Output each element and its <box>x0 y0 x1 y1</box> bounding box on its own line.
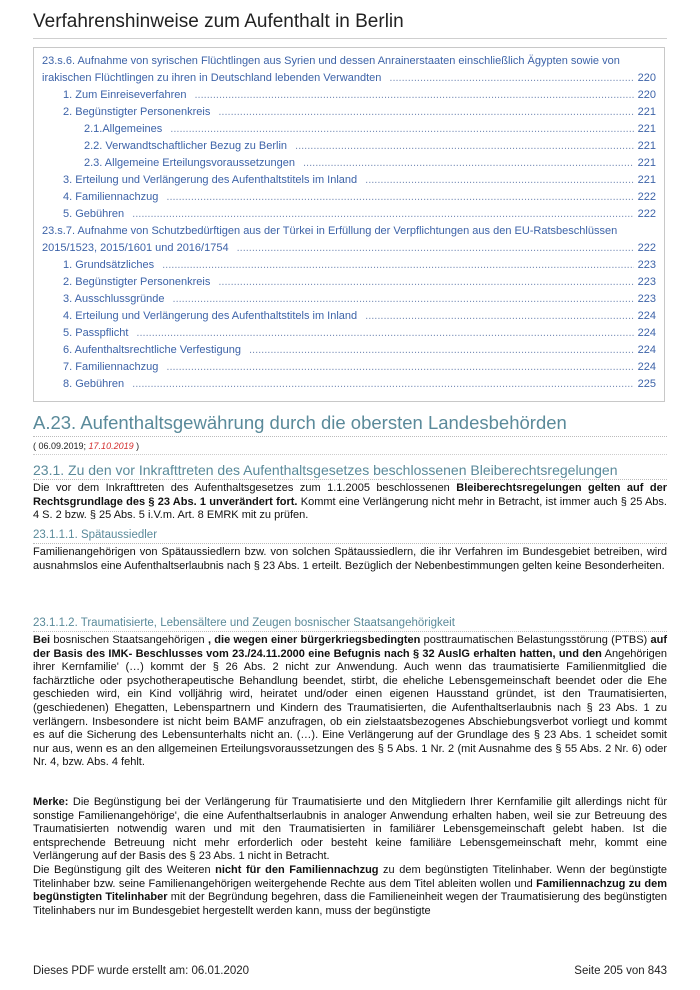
toc-item[interactable]: 5. Passpflicht ..... 224 <box>63 326 656 340</box>
toc-entry-23s7-line1[interactable]: 23.s.7. Aufnahme von Schutzbedürftigen aus der Türkei in Erfüllung der Verpflichtungen aus den EU-Ratsbeschlüssen <box>42 225 618 237</box>
subsection-divider <box>33 631 667 632</box>
section-divider <box>33 436 667 437</box>
toc-item[interactable]: 4. Erteilung und Verlängerung des Aufenthaltstitels im Inland ..... 224 <box>63 309 656 323</box>
subsection-heading-23-1-1-2: 23.1.1.2. Traumatisierte, Lebensältere und Zeugen bosnischer Staatsangehörigkeit <box>33 617 455 629</box>
toc-item[interactable]: 2. Begünstigter Personenkreis ..... 223 <box>63 275 656 289</box>
toc-page-number: 220 <box>637 72 656 84</box>
revision-date-amended: 17.10.2019 <box>88 441 134 451</box>
subsection-divider <box>33 543 667 544</box>
subsection-heading-23-1: 23.1. Zu den vor Inkrafttreten des Aufenthaltsgesetzes beschlossenen Bleiberechtsregelungen <box>33 462 618 478</box>
paragraph-spaetaussiedler: Familienangehörigen von Spätaussiedlern bzw. von solchen Spätaussiedlern, die ihr Verfahren im Bundesgebiet betreiben, wird ausnahmslos eine Aufenthaltserlaubnis nach § 23 Abs. 1 erteilt. Bezüglich der Nebenbestimmungen gelten keine Besonderheiten. <box>33 546 667 572</box>
toc-page-number: 222 <box>637 242 656 254</box>
toc-item[interactable]: 1. Zum Einreiseverfahren ..... 220 <box>63 88 656 102</box>
toc-item[interactable]: 2. Begünstigter Personenkreis ..... 221 <box>63 105 656 119</box>
toc-item[interactable]: 5. Gebühren ..... 222 <box>63 207 656 221</box>
title-divider <box>33 38 667 39</box>
toc-item[interactable]: 4. Familiennachzug ..... 222 <box>63 190 656 204</box>
section-heading: A.23. Aufenthaltsgewährung durch die obersten Landesbehörden <box>33 412 567 433</box>
toc-entry-23s6[interactable] <box>42 71 656 85</box>
toc-item[interactable]: 7. Familiennachzug ..... 224 <box>63 360 656 374</box>
page-title: Verfahrenshinweise zum Aufenthalt in Berlin <box>33 11 404 32</box>
dates-divider <box>33 454 667 455</box>
paragraph-merke: Merke: Die Begünstigung bei der Verlängerung für Traumatisierte und den Mitgliedern Ihrer Kernfamilie gilt allerdings nicht für sonstige Familienangehörige', die eine Aufenthaltserlaubnis in analoger Anwendung erhalten haben, weil sie zur Betreuung des Traumatisierten notwendig waren und mit den Traumatisierten in familiärer Lebensgemeinschaft gelebt haben. Ist die entsprechende Betreuung nicht mehr erforderlich oder besteht keine familiäre Lebensgemeinschaft mehr, kommt eine Verlängerung auf der Basis des § 23 Abs. 1 nicht in Betracht. Die Begünstigung gilt des Weiteren nicht für den Familiennachzug zu dem begünstigten Titelinhaber. Wenn der begünstigte Titelinhaber bzw. seine Familienangehörigen weitergehende Rechte aus dem Titel ableiten wollen und Familiennachzug zu dem begünstigten Titelinhaber mit der Begründung begehren, dass die Familieneinheit wegen der Traumatisierung des begünstigten Titelinhabers nur im Bundesgebiet hergestellt werden kann, muss der begünstigte <box>33 796 668 917</box>
revision-date: 06.09.2019; <box>38 441 89 451</box>
toc-item[interactable]: 1. Grundsätzliches ..... 223 <box>63 258 656 272</box>
footer-created-date: Dieses PDF wurde erstellt am: 06.01.2020 <box>33 965 250 977</box>
subsection-divider <box>33 479 667 480</box>
toc-item[interactable]: 3. Erteilung und Verlängerung des Aufenthaltstitels im Inland ..... 221 <box>63 173 656 187</box>
toc-item[interactable]: 3. Ausschlussgründe ..... 223 <box>63 292 656 306</box>
table-of-contents <box>33 47 665 402</box>
toc-entry-label: 2015/1523, 2015/1601 und 2016/1754 <box>42 242 229 254</box>
footer-page-number: Seite 205 von 843 <box>574 965 667 977</box>
toc-item[interactable]: 6. Aufenthaltsrechtliche Verfestigung ..... 224 <box>63 343 656 357</box>
toc-entry-23s6-line1[interactable]: 23.s.6. Aufnahme von syrischen Flüchtlingen aus Syrien und dessen Anrainerstaaten einschließlich Ägypten sowie von <box>42 55 620 67</box>
revision-dates: ( 06.09.2019; 17.10.2019 ) <box>33 441 140 451</box>
paragraph-23-1: Die vor dem Inkrafttreten des Aufenthaltsgesetzes zum 1.1.2005 beschlossenen Bleiberechtsregelungen gelten auf der Rechtsgrundlage des § 23 Abs. 1 unverändert fort. Kommt eine Verlängerung nicht mehr in Betracht, ist immer auch § 25 Abs. 4 S. 2 bzw. § 25 Abs. 5 i.V.m. Art. 8 EMRK mit zu prüfen. <box>33 482 667 522</box>
toc-entry-label: irakischen Flüchtlingen zu ihren in Deutschland lebenden Verwandten <box>42 72 382 84</box>
toc-item[interactable]: 8. Gebühren ..... 225 <box>63 377 656 391</box>
toc-item[interactable]: 2.2. Verwandtschaftlicher Bezug zu Berlin ..... 221 <box>84 139 656 153</box>
paragraph-traumatisierte: Bei bosnischen Staatsangehörigen , die wegen einer bürgerkriegsbedingten posttraumatischen Belastungsstörung (PTBS) auf der Basis des IMK- Beschlusses vom 23./24.11.2000 eine Befugnis nach § 32 AuslG erhalten hatten, und den Angehörigen ihrer Kernfamilie' (…) kommt der § 26 Abs. 2 nicht zur Anwendung. Auch wenn das traumatisierte Familienmitglied die fachärztliche oder psychotherapeutische Behandlung beendet, stirbt, die eheliche Lebensgemeinschaft beendet oder die Ehe geschieden wird, ein Kind volljährig wird, heiratet und/oder einen eigenen Hausstand gründet, ist den Traumatisierten, (geschiedenen) Ehegatten, Lebenspartnern und Kindern des Traumatisierten, die Aufenthaltserlaubnis nach § 23 Abs. 1 zu verlängern. Insbesondere ist nicht beim BAMF anzufragen, ob ein zielstaatsbezogenes Abschiebungsverbot vorliegt und kommt es auf die Sicherung des Lebensunterhalts nicht an. (…). Eine Verlängerung auf der Grundlage des § 23 Abs. 1 scheidet somit nur aus, wenn es an den allgemeinen Erteilungsvoraussetzungen des § 5 Abs. 1 Nr. 2 (mit Ausnahme des § 55 Abs. 2 Nr. 6) oder Nr. 4, bzw. Abs. 4 fehlt. <box>33 634 668 769</box>
subsection-heading-23-1-1-1: 23.1.1.1. Spätaussiedler <box>33 529 158 541</box>
toc-entry-23s7[interactable] <box>42 241 656 255</box>
toc-item[interactable]: 2.3. Allgemeine Erteilungsvoraussetzungen ..... 221 <box>84 156 656 170</box>
toc-item[interactable]: 2.1.Allgemeines ..... 221 <box>84 122 656 136</box>
